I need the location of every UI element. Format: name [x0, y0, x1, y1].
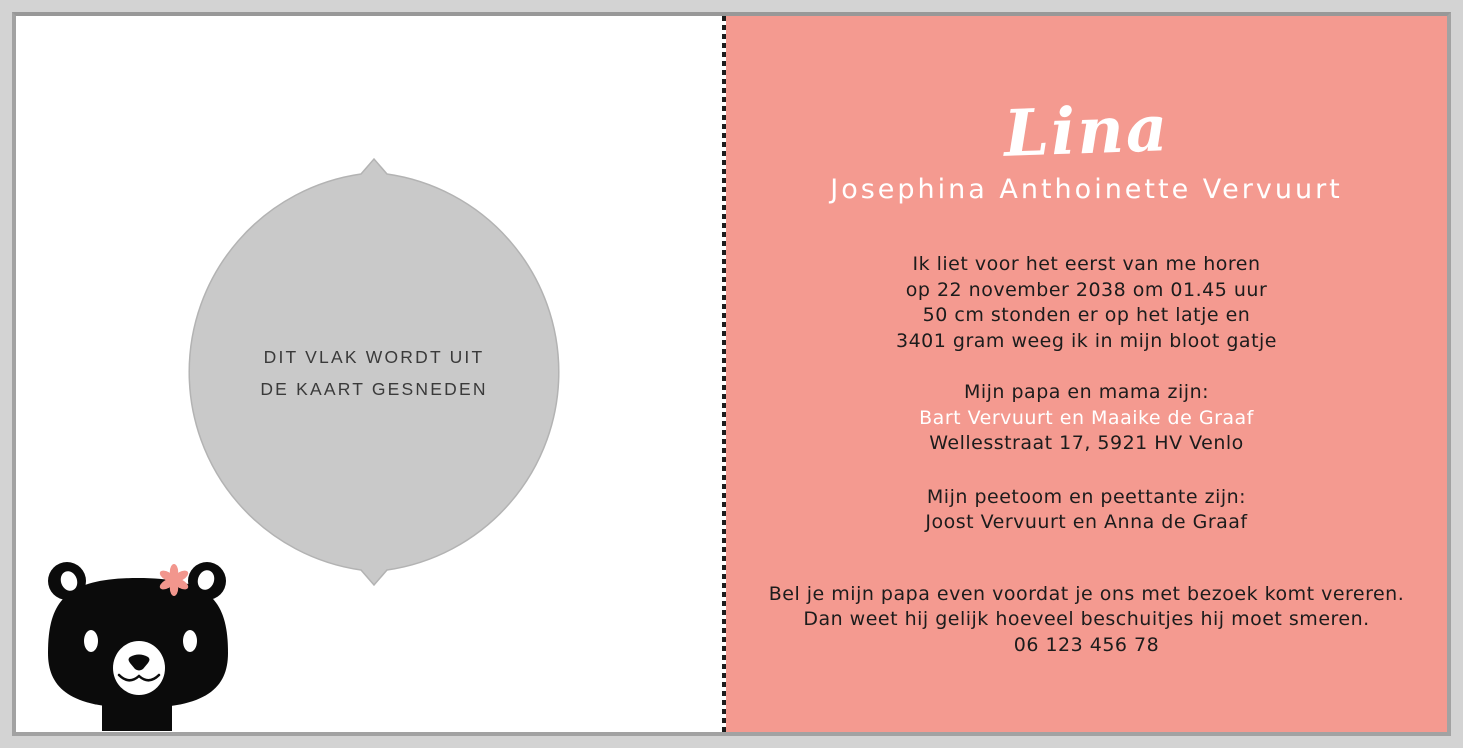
birth-line: Ik liet voor het eerst van me horen [912, 253, 1261, 275]
birth-line: 50 cm stonden er op het latje en [922, 304, 1251, 326]
birth-announcement-card [12, 12, 1451, 736]
cutout-label-line1: DIT VLAK WORDT UIT [263, 347, 485, 367]
card-front-panel [16, 16, 722, 732]
bear-neck [102, 698, 172, 731]
birth-details [896, 252, 1277, 354]
phone-number: 06 123 456 78 [1013, 633, 1160, 656]
parents-heading: Mijn papa en mama zijn: [963, 381, 1210, 403]
bear-right-eye [183, 630, 197, 652]
baby-name-title: Lina [1002, 91, 1171, 172]
card-inside-panel [726, 16, 1447, 732]
visit-note-block [769, 582, 1405, 659]
godparents-names: Joost Vervuurt en Anna de Graaf [925, 511, 1248, 533]
parents-names: Bart Vervuurt en Maaike de Graaf [919, 406, 1254, 429]
birth-line: op 22 november 2038 om 01.45 uur [905, 278, 1268, 301]
godparents-heading: Mijn peetoom en peettante zijn: [926, 485, 1247, 508]
birth-line: 3401 gram weeg ik in mijn bloot gatje [895, 329, 1277, 352]
baby-full-name: Josephina Anthoinette Vervuurt [830, 174, 1343, 205]
cutout-label-line2: DE KAART GESNEDEN [260, 379, 488, 399]
bear-left-eye [84, 630, 98, 652]
cutout-circle [159, 157, 589, 587]
parents-block [919, 380, 1254, 457]
cutout-label [159, 341, 589, 405]
visit-note-line2: Dan weet hij gelijk hoeveel beschuitjes hij moet smeren. [803, 608, 1370, 630]
visit-note-line1: Bel je mijn papa even voordat je ons met bezoek komt vereren. [768, 582, 1405, 605]
bear-illustration [40, 548, 240, 731]
parents-address: Wellesstraat 17, 5921 HV Venlo [929, 432, 1244, 454]
godparents-block [925, 485, 1247, 536]
